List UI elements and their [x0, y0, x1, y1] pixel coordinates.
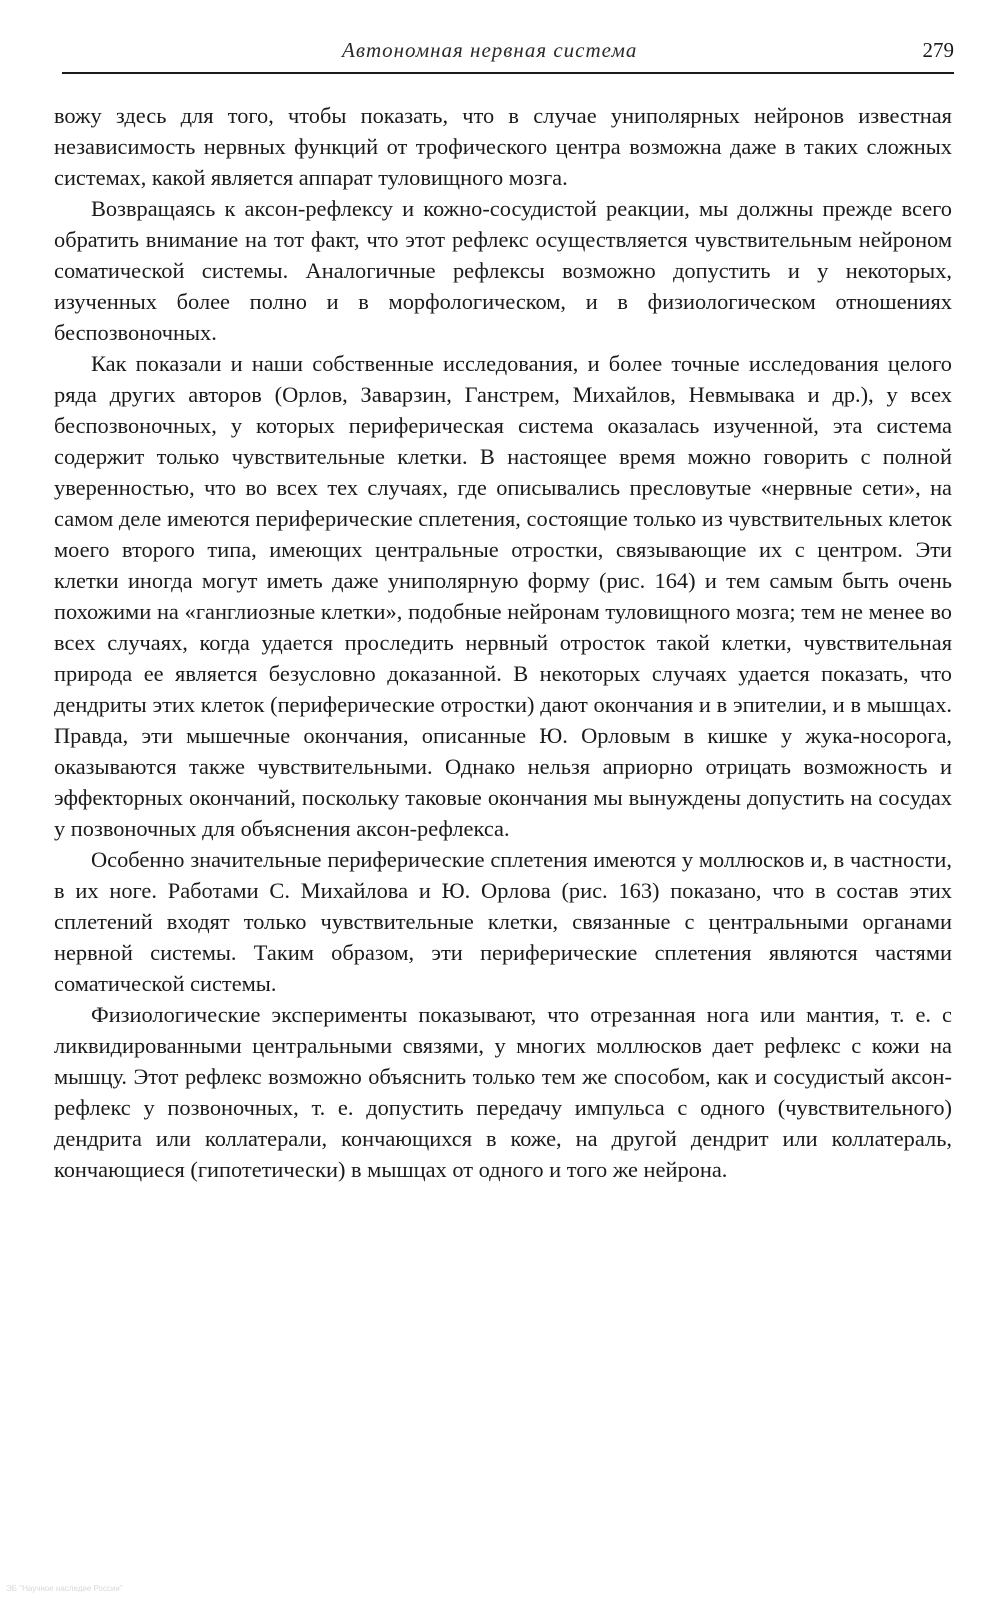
running-header [62, 36, 954, 74]
library-watermark: ЭБ "Научное наследие России" [6, 1584, 123, 1593]
paragraph-continuation: вожу здесь для того, чтобы показать, что в случае униполярных нейронов известная независимость нервных функций от трофического центра возможна даже в таких сложных системах, какой является аппарат туловищного мозга. [54, 103, 952, 190]
body-text [54, 100, 952, 1185]
paragraph: Возвращаясь к аксон-рефлексу и кожно-сосудистой реакции, мы должны прежде всего обратить внимание на тот факт, что этот рефлекс осуществляется чувствительным нейроном соматической системы. Аналогичные рефлексы возможно допустить и у некоторых, изученных более полно и в морфологическом, и в физиологическом отношениях беспозвоночных. [54, 196, 952, 345]
running-header-title: Автономная нервная система [342, 38, 638, 62]
paragraph: Физиологические эксперименты показывают, что отрезанная нога или мантия, т. е. с ликвидированными центральными связями, у многих моллюсков дает рефлекс с кожи на мышцу. Этот рефлекс возможно объяснить только тем же способом, как и сосудистый аксон-рефлекс у позвоночных, т. е. допустить передачу импульса с одного (чувствительного) дендрита или коллатерали, кончающихся в коже, на другой дендрит или коллатераль, кончающиеся (гипотетически) в мышцах от одного и того же нейрона. [54, 1002, 952, 1182]
page-number: 279 [922, 38, 954, 62]
paragraph: Особенно значительные периферические сплетения имеются у моллюсков и, в частности, в их ноге. Работами С. Михайлова и Ю. Орлова (рис. 163) показано, что в состав этих сплетений входят только чувствительные клетки, связанные с центральными органами нервной системы. Таким образом, эти периферические сплетения являются частями соматической системы. [54, 847, 952, 996]
paragraph: Как показали и наши собственные исследования, и более точные исследования целого ряда других авторов (Орлов, Заварзин, Ганстрем, Михайлов, Невмывака и др.), у всех беспозвоночных, у которых периферическая система оказалась изученной, эта система содержит только чувствительные клетки. В настоящее время можно говорить с полной уверенностью, что во всех тех случаях, где описывались пресловутые «нервные сети», на самом деле имеются периферические сплетения, состоящие только из чувствительных клеток моего второго типа, имеющих центральные отростки, связывающие их с центром. Эти клетки иногда могут иметь даже униполярную форму (рис. 164) и тем самым быть очень похожими на «ганглиозные клетки», подобные нейронам туловищного мозга; тем не менее во всех случаях, когда удается проследить нервный отросток такой клетки, чувствительная природа ее является безусловно доказанной. В некоторых случаях удается показать, что дендриты этих клеток (периферические отростки) дают окончания и в эпителии, и в мышцах. Правда, эти мышечные окончания, описанные Ю. Орловым в кишке у жука-носорога, оказываются также чувствительными. Однако нельзя априорно отрицать возможность и эффекторных окончаний, поскольку таковые окончания мы вынуждены допустить на сосудах у позвоночных для объяснения аксон-рефлекса. [54, 351, 952, 841]
